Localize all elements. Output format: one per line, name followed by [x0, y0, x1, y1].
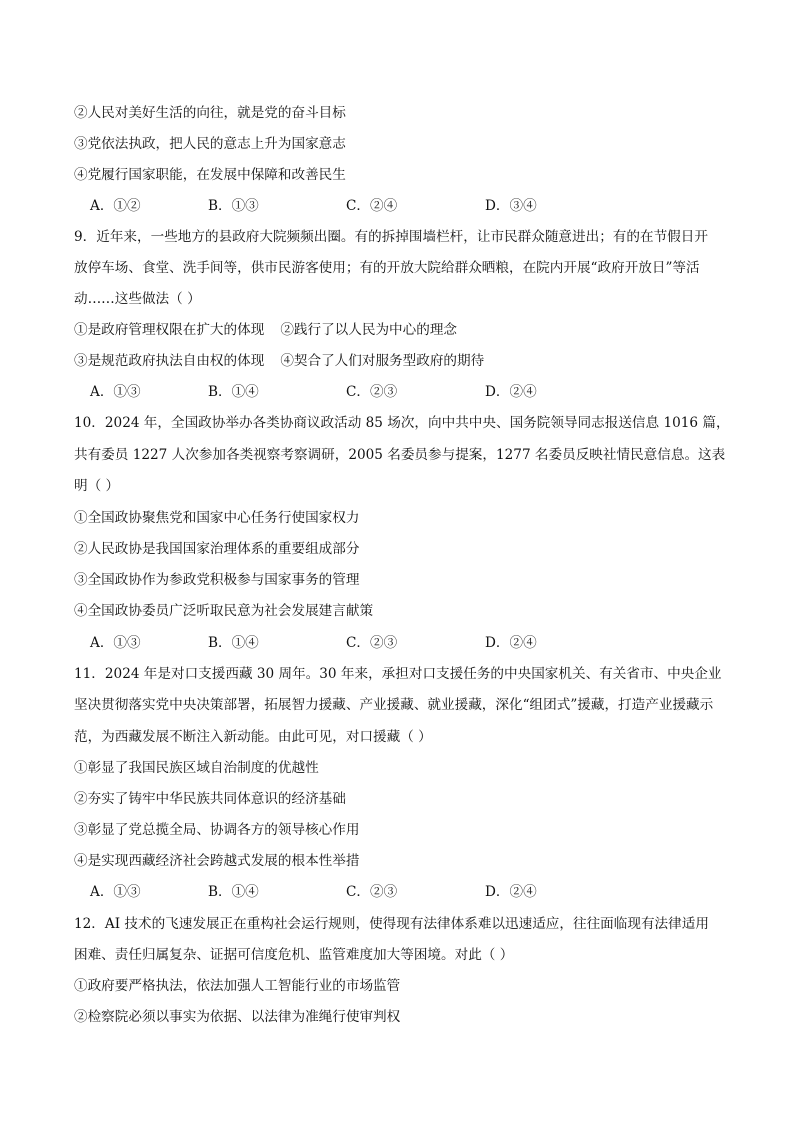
- q8-option-b: B．①③: [208, 198, 259, 214]
- q11-options: [90, 883, 690, 901]
- q11-stem-line-3: 范，为西藏发展不断注入新动能。由此可见，对口援藏（ ）: [74, 729, 432, 745]
- q10-statement-2: ②人民政协是我国国家治理体系的重要组成部分: [74, 541, 360, 557]
- q11-stem-line-1: 11．2024 年是对口支援西藏 30 周年。30 年来，承担对口支援任务的中央国家机关、有关省市、中央企业: [74, 666, 722, 682]
- q12-stem-line-2: 困难、责任归属复杂、证据可信度危机、监管难度加大等困境。对此（ ）: [74, 947, 514, 963]
- q10-option-a: A．①③: [90, 635, 141, 651]
- q10-options: [90, 634, 690, 652]
- q11-option-b: B．①④: [208, 884, 259, 900]
- q12-statement-1: ①政府要严格执法，依法加强人工智能行业的市场监管: [74, 978, 401, 994]
- q9-statement-4: ④契合了人们对服务型政府的期待: [280, 353, 485, 369]
- q11-option-d: D．②④: [485, 884, 537, 900]
- q8-statement-4: ④党履行国家职能，在发展中保障和改善民生: [74, 167, 346, 183]
- q10-stem-line-3: 明（ ）: [74, 478, 120, 494]
- q11-statement-1: ①彰显了我国民族区域自治制度的优越性: [74, 760, 319, 776]
- q10-statement-4: ④全国政协委员广泛听取民意为社会发展建言献策: [74, 603, 374, 619]
- q10-option-d: D．②④: [485, 635, 537, 651]
- q9-statements-3-4: [74, 352, 722, 370]
- q9-option-d: D．②④: [485, 384, 537, 400]
- q9-option-a: A．①③: [90, 384, 141, 400]
- q9-stem-line-2: 放停车场、食堂、洗手间等，供市民游客使用；有的开放大院给群众晒粮，在院内开展“政府开放日”等活: [74, 260, 700, 276]
- q11-statement-4: ④是实现西藏经济社会跨越式发展的根本性举措: [74, 853, 360, 869]
- q11-option-c: C．②③: [346, 884, 398, 900]
- q8-options: [90, 197, 690, 215]
- q8-option-d: D．③④: [485, 198, 537, 214]
- q12-stem-line-1: 12．AI 技术的飞速发展正在重构社会运行规则，使得现有法律体系难以迅速适应，往往面临现有法律适用: [74, 916, 709, 932]
- q9-statement-3: ③是规范政府执法自由权的体现: [74, 353, 265, 369]
- q9-options: [90, 383, 690, 401]
- q9-option-b: B．①④: [208, 384, 259, 400]
- q8-statement-3: ③党依法执政，把人民的意志上升为国家意志: [74, 136, 346, 152]
- q11-option-a: A．①③: [90, 884, 141, 900]
- q10-stem-line-2: 共有委员 1227 人次参加各类视察考察调研，2005 名委员参与提案，1277 名委员反映社情民意信息。这表: [74, 447, 726, 463]
- q10-option-b: B．①④: [208, 635, 259, 651]
- q9-statement-2: ②践行了以人民为中心的理念: [280, 322, 458, 338]
- q11-statement-3: ③彰显了党总揽全局、协调各方的领导核心作用: [74, 822, 360, 838]
- q10-statement-1: ①全国政协聚焦党和国家中心任务行使国家权力: [74, 510, 360, 526]
- q10-stem-line-1: 10．2024 年，全国政协举办各类协商议政活动 85 场次，向中共中央、国务院领导同志报送信息 1016 篇，: [74, 415, 730, 431]
- q10-statement-3: ③全国政协作为参政党积极参与国家事务的管理: [74, 572, 360, 588]
- q9-statements-1-2: [74, 321, 722, 339]
- q9-option-c: C．②③: [346, 384, 398, 400]
- q11-statement-2: ②夯实了铸牢中华民族共同体意识的经济基础: [74, 791, 346, 807]
- q8-statement-2: ②人民对美好生活的向往，就是党的奋斗目标: [74, 105, 346, 121]
- q11-stem-line-2: 坚决贯彻落实党中央决策部署，拓展智力援藏、产业援藏、就业援藏，深化“组团式”援藏，打造产业援藏示: [74, 697, 714, 713]
- q8-option-a: A．①②: [90, 198, 141, 214]
- q9-stem-line-1: 9．近年来，一些地方的县政府大院频频出圈。有的拆掉围墙栏杆，让市民群众随意进出；有的在节假日开: [74, 229, 708, 245]
- q12-statement-2: ②检察院必须以事实为依据、以法律为准绳行使审判权: [74, 1009, 401, 1025]
- q10-option-c: C．②③: [346, 635, 398, 651]
- q8-option-c: C．②④: [346, 198, 398, 214]
- q9-stem-line-3: 动……这些做法（ ）: [74, 291, 201, 307]
- q9-statement-1: ①是政府管理权限在扩大的体现: [74, 322, 265, 338]
